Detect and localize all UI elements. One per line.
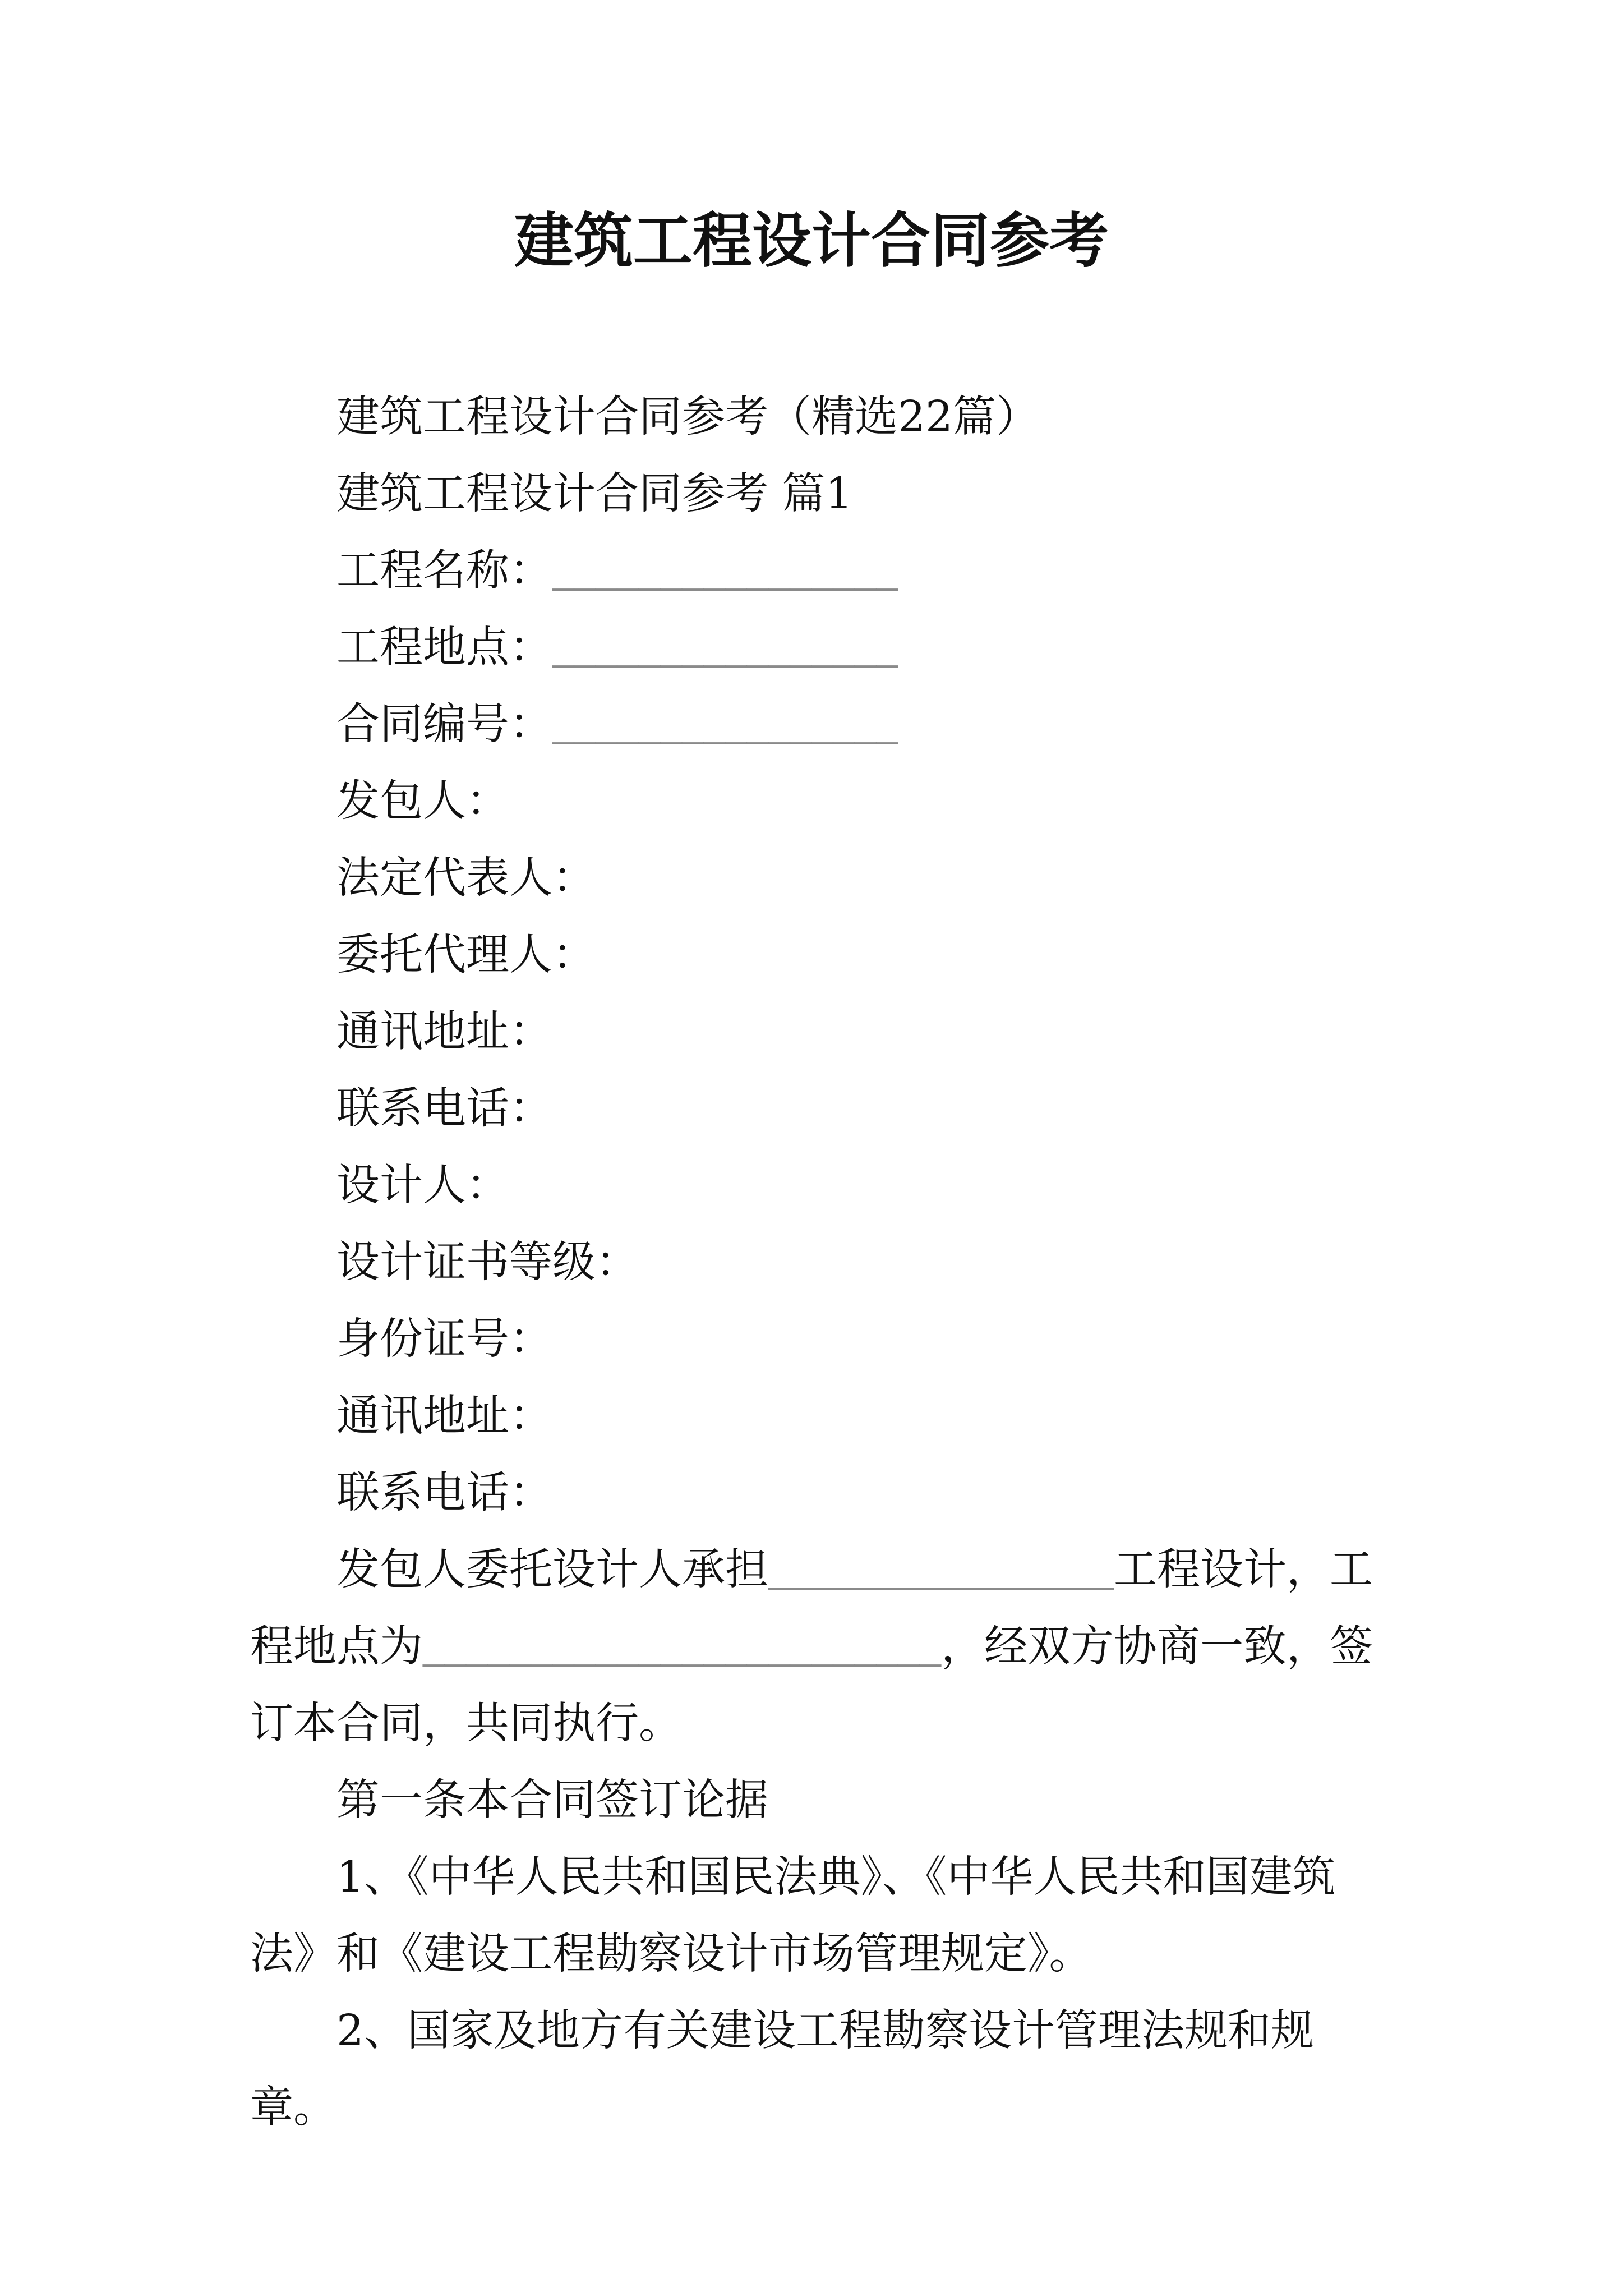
field-label: 工程名称： bbox=[336, 546, 552, 596]
subtitle: 建筑工程设计合同参考（精选22篇） bbox=[336, 392, 1039, 442]
intro-text: ，经双方协商一致，签订本合同，共同执行。 bbox=[250, 1622, 1373, 1749]
project-location-field bbox=[250, 609, 1399, 686]
designer-certificate-label: 设计证书等级： bbox=[336, 1237, 639, 1287]
article-item: 2、国家及地方有关建设工程勘察设计管理法规和规章。 bbox=[250, 2006, 1314, 2133]
blank-line: ________________ bbox=[768, 1545, 1114, 1594]
designer-id-label: 身份证号： bbox=[336, 1314, 552, 1364]
intro-text: 发包人委托设计人承担 bbox=[336, 1545, 768, 1595]
section-heading: 建筑工程设计合同参考 篇1 bbox=[336, 469, 853, 519]
document-title: 建筑工程设计合同参考 bbox=[514, 205, 1109, 275]
intro-paragraph bbox=[250, 1531, 1399, 1762]
blank-line: ________________ bbox=[552, 700, 898, 748]
designer-name-label: 设计人： bbox=[336, 1161, 509, 1211]
article-heading: 第一条本合同签订论据 bbox=[336, 1775, 768, 1825]
field-label: 工程地点： bbox=[336, 623, 552, 673]
intro-text: 工程设计，工程地点为 bbox=[250, 1545, 1373, 1672]
document-body bbox=[250, 379, 1399, 2146]
designer-phone-label: 联系电话： bbox=[336, 1468, 552, 1518]
employer-legal-rep-label: 法定代表人： bbox=[336, 853, 596, 903]
project-name-field bbox=[250, 532, 1399, 609]
contract-number-field bbox=[250, 686, 1399, 763]
employer-address-label: 通讯地址： bbox=[336, 1007, 552, 1057]
blank-line: ________________________ bbox=[423, 1622, 941, 1671]
employer-phone-label: 联系电话： bbox=[336, 1084, 552, 1134]
employer-name-label: 发包人： bbox=[336, 776, 509, 826]
article-item: 1、《中华人民共和国民法典》、《中华人民共和国建筑法》和《建设工程勘察设计市场管理规定》。 bbox=[250, 1852, 1336, 1979]
designer-address-label: 通讯地址： bbox=[336, 1391, 552, 1441]
blank-line: ________________ bbox=[552, 546, 898, 595]
field-label: 合同编号： bbox=[336, 700, 552, 749]
employer-agent-label: 委托代理人： bbox=[336, 930, 596, 980]
blank-line: ________________ bbox=[552, 623, 898, 671]
